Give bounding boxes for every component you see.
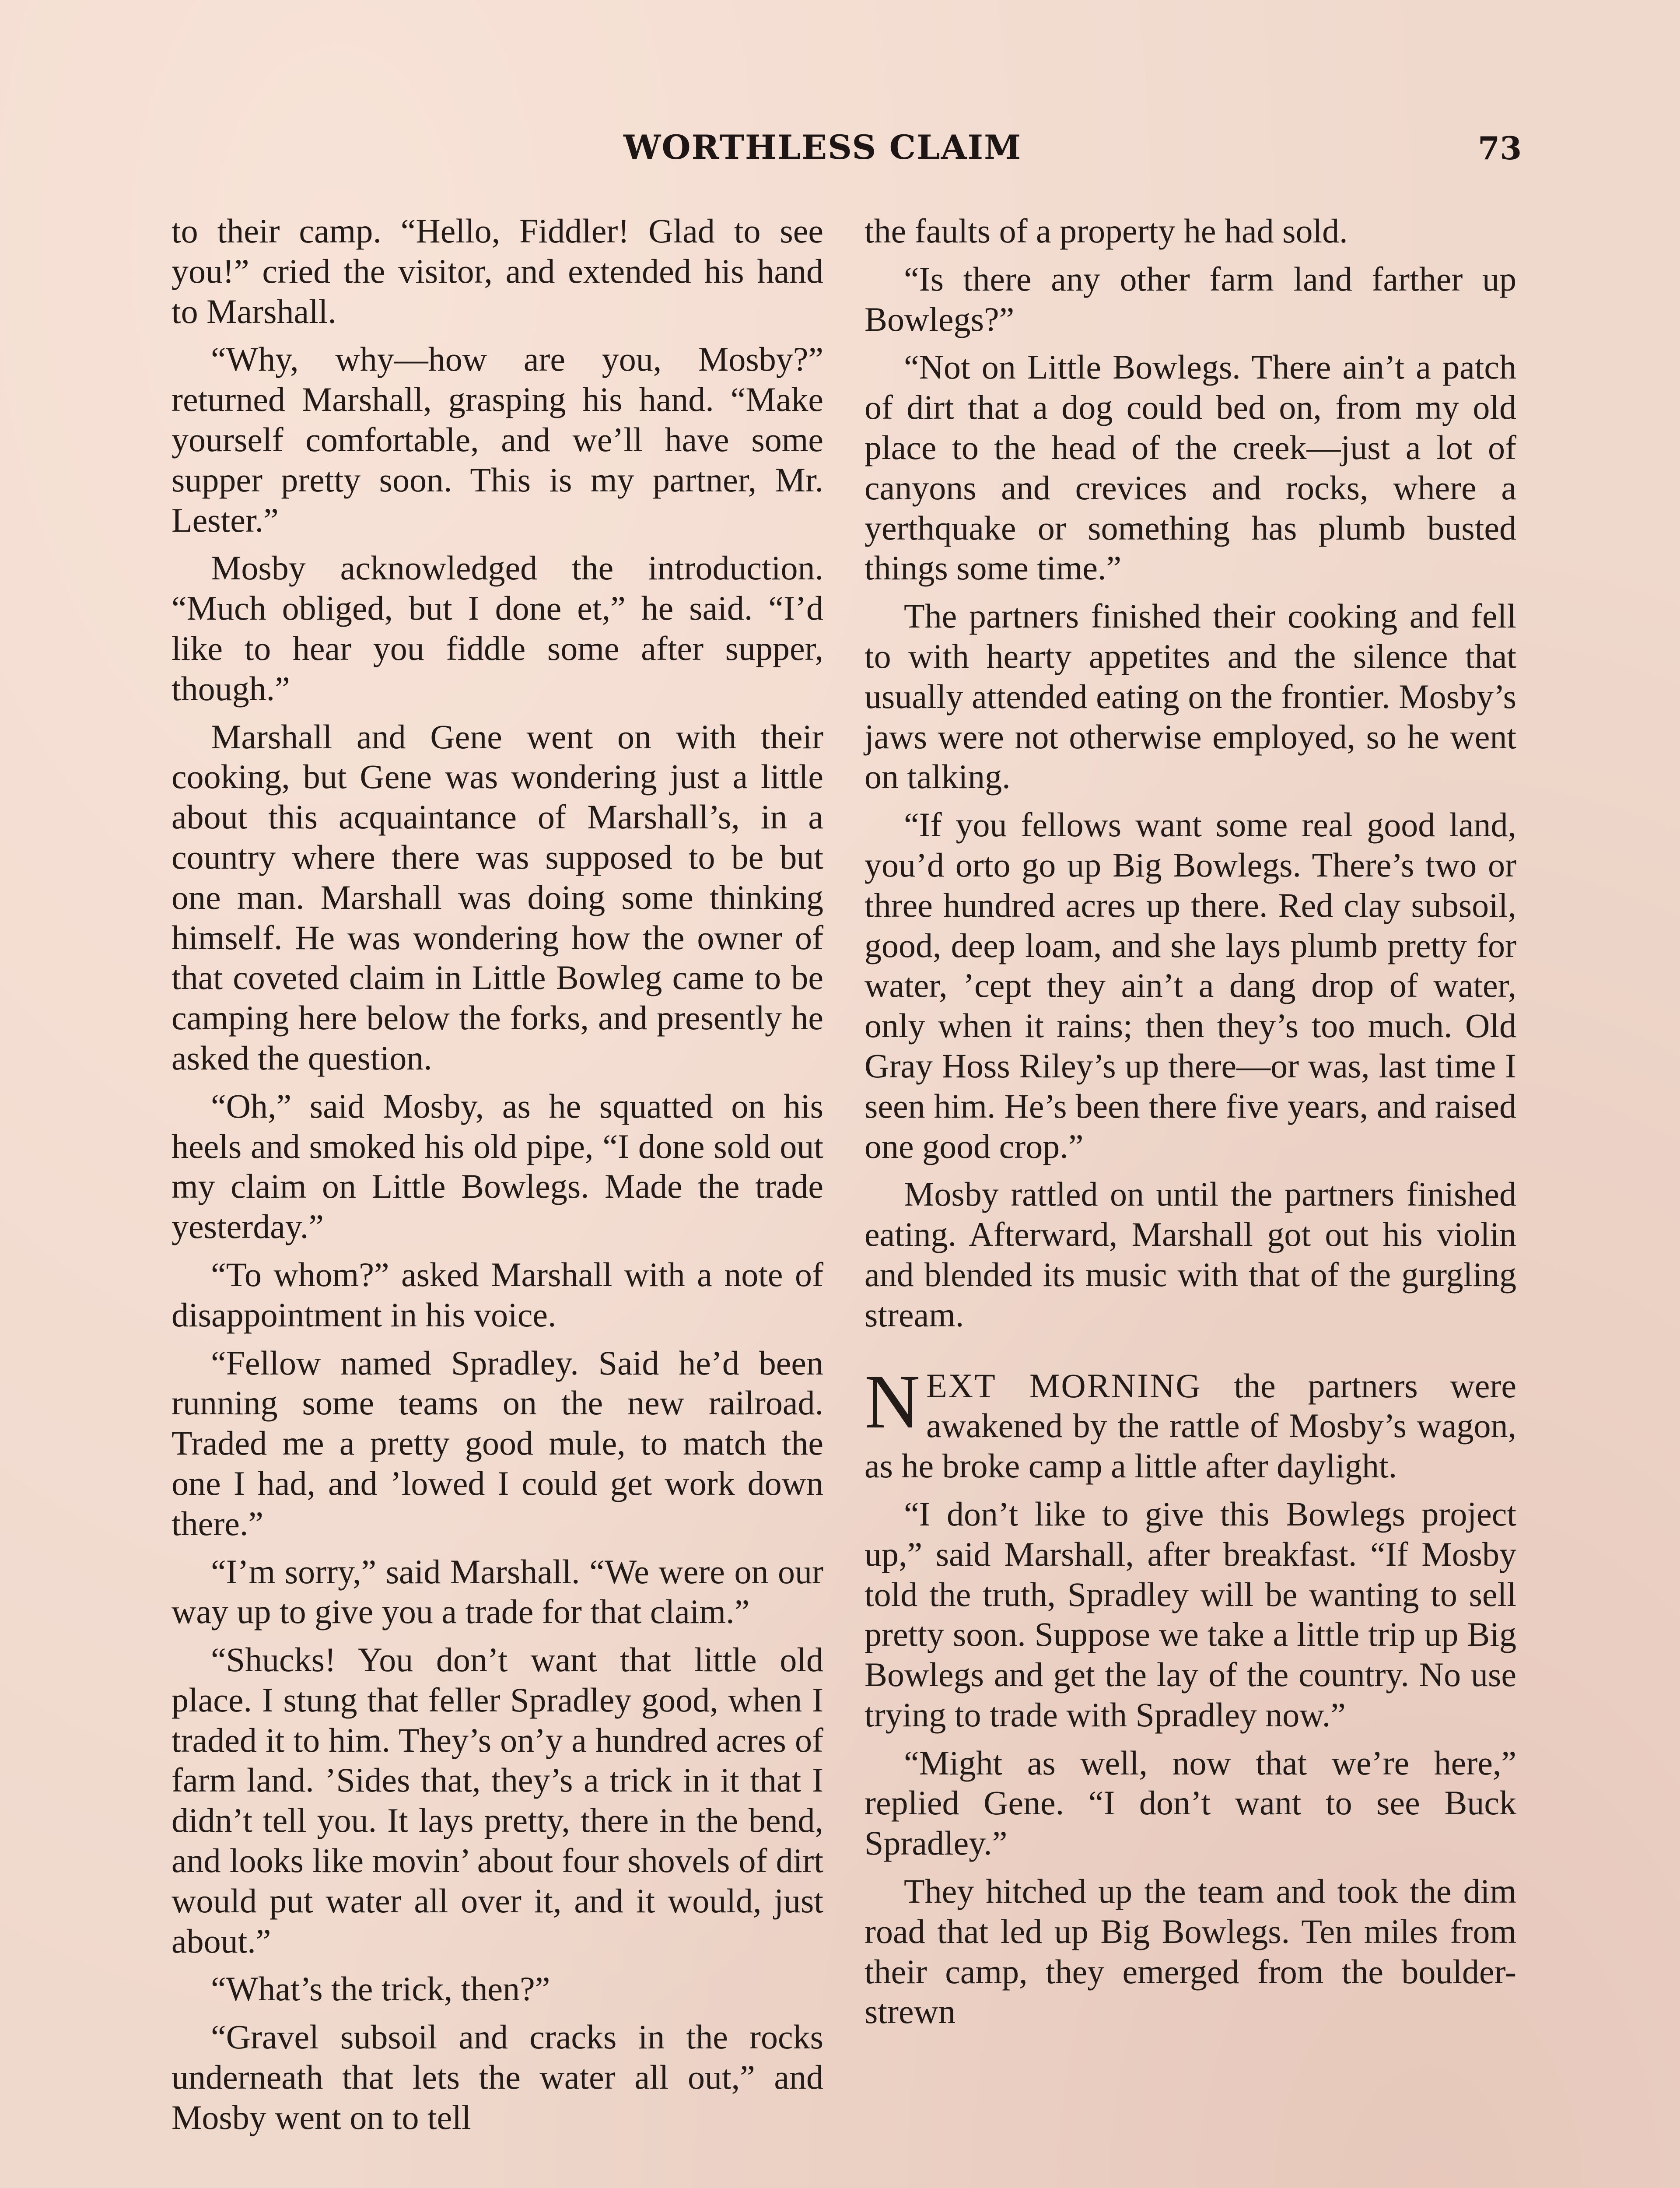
paragraph: “Is there any other farm land farther up Bowlegs?” — [864, 259, 1516, 338]
paragraph: “I’m sorry,” said Marshall. “We were on our way up to give you a trade for that claim.” — [172, 1552, 823, 1631]
running-title: WORTHLESS CLAIM — [623, 128, 1022, 167]
page-header — [0, 128, 1680, 176]
paragraph: Mosby rattled on until the partners finished eating. Afterward, Marshall got out his violin and blended its music with that of the gurgling stream. — [864, 1175, 1516, 1334]
paragraph: the faults of a property he had sold. — [864, 212, 1348, 250]
left-column — [172, 211, 823, 2146]
paragraph: Mosby acknowledged the introduction. “Much obliged, but I done et,” he said. “I’d like to hear you fiddle some after supper, though.” — [172, 549, 823, 708]
drop-cap: N — [864, 1359, 920, 1445]
paragraph: “Not on Little Bowlegs. There ain’t a patch of dirt that a dog could bed on, from my old place to the head of the creek—just a lot of canyons and crevices and rocks, where a yerthquake or something has plumb busted things some time.” — [864, 348, 1516, 587]
paragraph: “To whom?” asked Marshall with a note of disappointment in his voice. — [172, 1255, 823, 1334]
paragraph: “Shucks! You don’t want that little old place. I stung that feller Spradley good, when I traded it to him. They’s on’y a hundred acres of farm land. ’Sides that, they’s a trick in it that I didn’t tell you. It lays pretty, there in the bend, and looks like movin’ about four shovels of dirt would put water all over it, and it would, just about.” — [172, 1641, 823, 1960]
paragraph: Marshall and Gene went on with their cooking, but Gene was wondering just a little about this acquaintance of Marshall’s, in a country where there was supposed to be but one man. Marshall was doing some thinking himself. He was wondering how the owner of that coveted claim in Little Bowleg came to be camping here below the forks, and presently he asked the question. — [172, 717, 823, 1077]
section-opening-paragraph — [864, 1359, 1516, 1486]
paragraph: “Fellow named Spradley. Said he’d been running some teams on the new railroad. Traded me a pretty good mule, to match the one I had, and ’lowed I could get work down there.” — [172, 1343, 823, 1543]
paragraph: “If you fellows want some real good land, you’d orto go up Big Bowlegs. There’s two or three hundred acres up there. Red clay subsoil, good, deep loam, and she lays plumb pretty for water, ’cept they ain’t a dang drop of water, only when it rains; then they’s too much. Old Gray Hoss Riley’s up there—or was, last time I seen him. He’s been there five years, and raised one good crop.” — [864, 806, 1516, 1165]
paragraph-text: the partners were awakened by the rattle of Mosby’s wagon, as he broke camp a little after daylight. — [864, 1366, 1516, 1485]
paragraph: “What’s the trick, then?” — [211, 1970, 550, 2008]
right-column — [864, 211, 1516, 2040]
paragraph: “Oh,” said Mosby, as he squatted on his heels and smoked his old pipe, “I done sold out my claim on Little Bowlegs. Made the trade yesterday.” — [172, 1087, 823, 1246]
paragraph: The partners finished their cooking and fell to with hearty appetites and the silence that usually attended eating on the frontier. Mosby’s jaws were not otherwise employed, so he went on talking. — [864, 597, 1516, 796]
paragraph: “I don’t like to give this Bowlegs project up,” said Marshall, after breakfast. “If Mosby told the truth, Spradley will be wanting to sell pretty soon. Suppose we take a little trip up Big Bowlegs and get the lay of the country. No use trying to trade with Spradley now.” — [864, 1494, 1516, 1734]
paragraph: “Might as well, now that we’re here,” replied Gene. “I don’t want to see Buck Spradley.” — [864, 1743, 1516, 1862]
paragraph: “Gravel subsoil and cracks in the rocks underneath that lets the water all out,” and Mosby went on to tell — [172, 2018, 823, 2136]
small-caps-lead: EXT MORNING — [926, 1366, 1202, 1405]
paragraph: They hitched up the team and took the dim road that led up Big Bowlegs. Ten miles from their camp, they emerged from the boulder-strewn — [864, 1872, 1516, 2031]
paragraph: “Why, why—how are you, Mosby?” returned Marshall, grasping his hand. “Make yourself comfortable, and we’ll have some supper pretty soon. This is my partner, Mr. Lester.” — [172, 340, 823, 539]
paragraph: to their camp. “Hello, Fiddler! Glad to see you!” cried the visitor, and extended his hand to Marshall. — [172, 212, 823, 330]
page-number: 73 — [1478, 130, 1522, 167]
